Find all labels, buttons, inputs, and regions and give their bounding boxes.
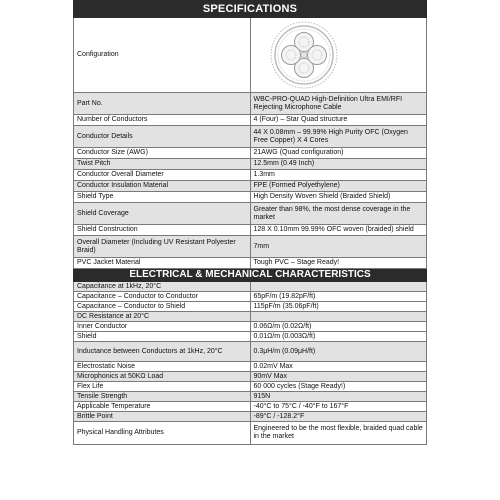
spec-value: -89°C / -128.2°F <box>250 412 427 422</box>
spec-label: Capacitance – Conductor to Shield <box>74 302 251 312</box>
specifications-table <box>73 0 427 445</box>
spec-label: Conductor Details <box>74 126 251 148</box>
spec-value: 0.3μH/m (0.09μH/ft) <box>250 342 427 362</box>
spec-label: Physical Handling Attributes <box>74 422 251 445</box>
spec-value: 0.06Ω/m (0.02Ω/ft) <box>250 322 427 332</box>
spec-label: Electrostatic Noise <box>74 362 251 372</box>
spec-label: Shield Coverage <box>74 203 251 225</box>
spec-label: Inner Conductor <box>74 322 251 332</box>
spec-value: 7mm <box>250 236 427 258</box>
spec-label: Microphonics at 50KΩ Load <box>74 372 251 382</box>
spec-label: Shield Type <box>74 192 251 203</box>
spec-value: 65pF/m (19.82pF/ft) <box>250 292 427 302</box>
spec-label: Brittle Point <box>74 412 251 422</box>
spec-label: Twist Pitch <box>74 159 251 170</box>
spec-value: 21AWG (Quad configuration) <box>250 148 427 159</box>
spec-label: Conductor Insulation Material <box>74 181 251 192</box>
spec-value: 1.3mm <box>250 170 427 181</box>
spec-value: WBC-PRO-QUAD High-Definition Ultra EMI/RFI Rejecting Microphone Cable <box>250 93 427 115</box>
spec-label: DC Resistance at 20°C <box>74 312 251 322</box>
spec-label: Shield <box>74 332 251 342</box>
spec-label: Number of Conductors <box>74 115 251 126</box>
spec-label: Applicable Temperature <box>74 402 251 412</box>
spec-value: 915N <box>250 392 427 402</box>
spec-value: -40°C to 75°C / -40°F to 167°F <box>250 402 427 412</box>
spec-value: 12.5mm (0.49 Inch) <box>250 159 427 170</box>
spec-value: 0.02mV Max <box>250 362 427 372</box>
spec-value <box>250 312 427 322</box>
specifications-title: SPECIFICATIONS <box>74 1 427 18</box>
spec-value: 44 X 0.08mm – 99.99% High Purity OFC (Oxygen Free Copper) X 4 Cores <box>250 126 427 148</box>
electrical-title: ELECTRICAL & MECHANICAL CHARACTERISTICS <box>74 269 427 282</box>
spec-value: 4 (Four) – Star Quad structure <box>250 115 427 126</box>
spec-value: FPE (Formed Polyethylene) <box>250 181 427 192</box>
spec-label: Flex Life <box>74 382 251 392</box>
spec-label: Overall Diameter (Including UV Resistant Polyester Braid) <box>74 236 251 258</box>
spec-label: Inductance between Conductors at 1kHz, 20°C <box>74 342 251 362</box>
spec-label: PVC Jacket Material <box>74 258 251 269</box>
spec-value: 60 000 cycles (Stage Ready!) <box>250 382 427 392</box>
spec-label: Capacitance – Conductor to Conductor <box>74 292 251 302</box>
spec-value: 128 X 0.10mm 99.99% OFC woven (braided) shield <box>250 225 427 236</box>
spec-value: 90mV Max <box>250 372 427 382</box>
spec-label: Conductor Overall Diameter <box>74 170 251 181</box>
spec-value: Engineered to be the most flexible, braided quad cable in the market <box>250 422 427 445</box>
spec-value: High Density Woven Shield (Braided Shield) <box>250 192 427 203</box>
spec-label: Tensile Strength <box>74 392 251 402</box>
spec-label: Part No. <box>74 93 251 115</box>
cable-cross-section-icon <box>264 20 344 90</box>
cable-diagram-cell <box>250 18 427 93</box>
spec-value: Greater than 98%, the most dense coverage in the market <box>250 203 427 225</box>
spec-value: 0.01Ω/m (0.003Ω/ft) <box>250 332 427 342</box>
spec-label: Shield Construction <box>74 225 251 236</box>
spec-value: 115pF/m (35.06pF/ft) <box>250 302 427 312</box>
configuration-label: Configuration <box>74 18 251 93</box>
spec-sheet <box>73 0 427 500</box>
spec-value <box>250 282 427 292</box>
spec-value: Tough PVC – Stage Ready! <box>250 258 427 269</box>
spec-label: Capacitance at 1kHz, 20°C <box>74 282 251 292</box>
spec-label: Conductor Size (AWG) <box>74 148 251 159</box>
